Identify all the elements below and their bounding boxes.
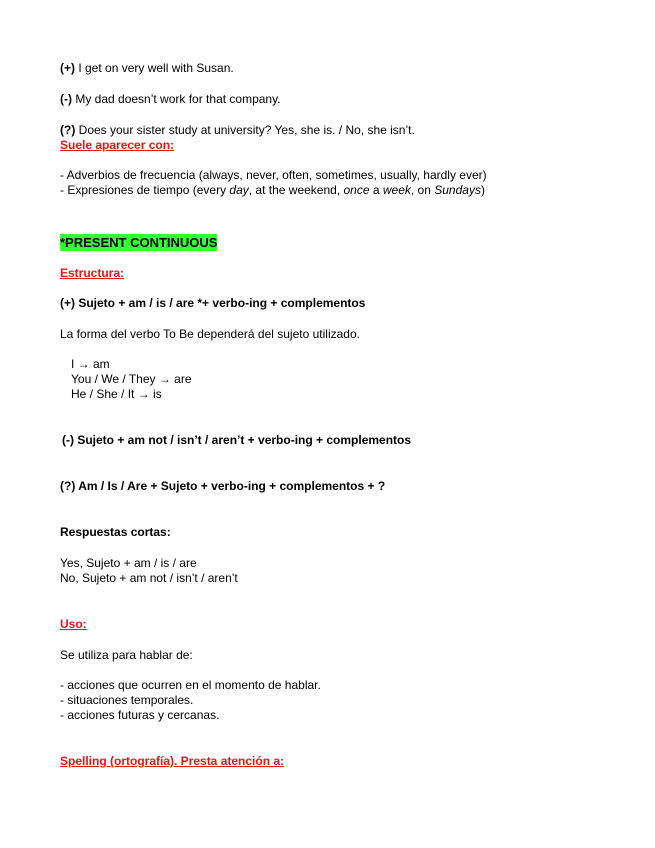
short-answer-no: No, Sujeto + am not / isn’t / aren’t	[60, 571, 238, 585]
present-continuous-title	[60, 235, 630, 252]
negative-text: My dad doesn’t work for that company.	[72, 92, 281, 106]
time-expr-part: a	[369, 183, 383, 197]
question-text: Does your sister study at university? Yes, she is. / No, she isn’t.	[75, 123, 415, 137]
time-expr-part: , on	[410, 183, 435, 197]
suele-item-time-expressions	[60, 183, 630, 198]
structure-negative: (-) Sujeto + am not / isn’t / aren’t + verbo-ing + complementos	[62, 433, 412, 447]
to-be-form-i: I → am	[71, 357, 110, 371]
structure-question: (?) Am / Is / Are + Sujeto + verbo-ing + complementos + ?	[60, 479, 386, 493]
structure-affirmative: (+) Sujeto + am / is / are *+ verbo-ing + complementos	[60, 296, 366, 310]
suele-heading-text: Suele aparecer con:	[60, 138, 175, 152]
example-affirmative	[60, 61, 630, 76]
time-expr-part: )	[480, 183, 485, 197]
example-question	[60, 123, 630, 138]
present-continuous-title-text: *PRESENT CONTINUOUS	[60, 235, 218, 250]
time-expr-sundays: Sundays	[434, 183, 481, 197]
time-expr-day: day	[229, 183, 249, 197]
question-marker: (?)	[60, 123, 76, 137]
short-answers-heading: Respuestas cortas:	[60, 525, 171, 539]
short-answer-yes: Yes, Sujeto + am / is / are	[60, 556, 197, 570]
document-page	[60, 61, 630, 769]
estructura-heading-text: Estructura:	[60, 266, 125, 280]
negative-marker: (-)	[60, 92, 72, 106]
uso-intro: Se utiliza para hablar de:	[60, 648, 193, 662]
time-expr-week: week	[382, 183, 411, 197]
uso-item-now: - acciones que ocurren en el momento de hablar.	[60, 678, 321, 692]
affirmative-marker: (+)	[60, 61, 75, 75]
suele-item-adverbs: - Adverbios de frecuencia (always, never, often, sometimes, usually, hardly ever)	[60, 168, 487, 182]
suele-heading	[60, 138, 630, 153]
uso-item-future: - acciones futuras y cercanas.	[60, 708, 220, 722]
example-negative	[60, 92, 630, 107]
time-expr-once: once	[343, 183, 370, 197]
estructura-heading	[60, 266, 630, 281]
affirmative-text: I get on very well with Susan.	[75, 61, 234, 75]
to-be-note: La forma del verbo To Be dependerá del sujeto utilizado.	[60, 327, 360, 341]
to-be-form-you-we-they: You / We / They → are	[71, 372, 192, 386]
time-expr-part: , at the weekend,	[248, 183, 344, 197]
time-expr-part: - Expresiones de tiempo (every	[60, 183, 230, 197]
uso-item-temporary: - situaciones temporales.	[60, 693, 194, 707]
uso-heading	[60, 617, 630, 632]
spelling-heading	[60, 754, 630, 769]
spelling-heading-text: Spelling (ortografía). Presta atención a:	[60, 754, 285, 768]
uso-heading-text: Uso:	[60, 617, 87, 631]
to-be-form-he-she-it: He / She / It → is	[71, 387, 162, 401]
